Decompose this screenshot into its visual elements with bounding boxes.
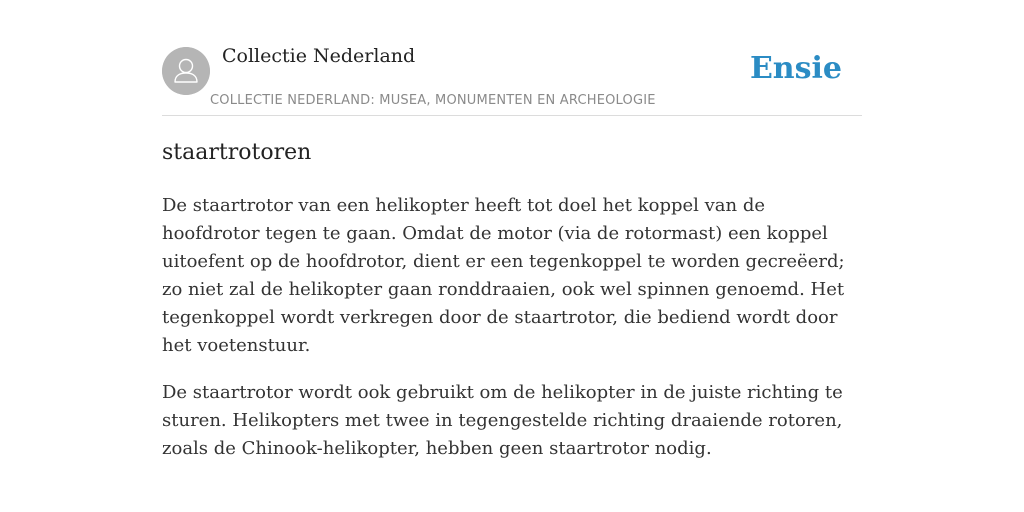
article-body (162, 192, 862, 482)
article-paragraph: De staartrotor wordt ook gebruikt om de helikopter in de juiste richting te sturen. Helikopters met twee in tegengestelde richting draaiende rotoren, zoals de Chinook-helikopter, hebben geen staartrotor nodig. (162, 382, 843, 459)
author-subtitle: COLLECTIE NEDERLAND: MUSEA, MONUMENTEN EN ARCHEOLOGIE (210, 93, 656, 108)
card-header (162, 0, 862, 116)
article-paragraph: De staartrotor van een helikopter heeft tot doel het koppel van de hoofdrotor tegen te gaan. Omdat de motor (via de rotormast) een koppel uitoefent op de hoofdrotor, dient er een tegenkoppel te worden gecreëerd; zo niet zal de helikopter gaan ronddraaien, ook wel spinnen genoemd. Het tegenkoppel wordt verkregen door de staartrotor, die bediend wordt door het voetenstuur. (162, 195, 845, 356)
user-silhouette-icon (162, 47, 210, 95)
user-avatar-icon[interactable] (162, 47, 210, 95)
brand-logo-link[interactable]: Ensie (749, 51, 842, 86)
definition-card (162, 0, 862, 512)
author-name-link[interactable]: Collectie Nederland (222, 45, 416, 67)
page-title: staartrotoren (162, 140, 312, 165)
